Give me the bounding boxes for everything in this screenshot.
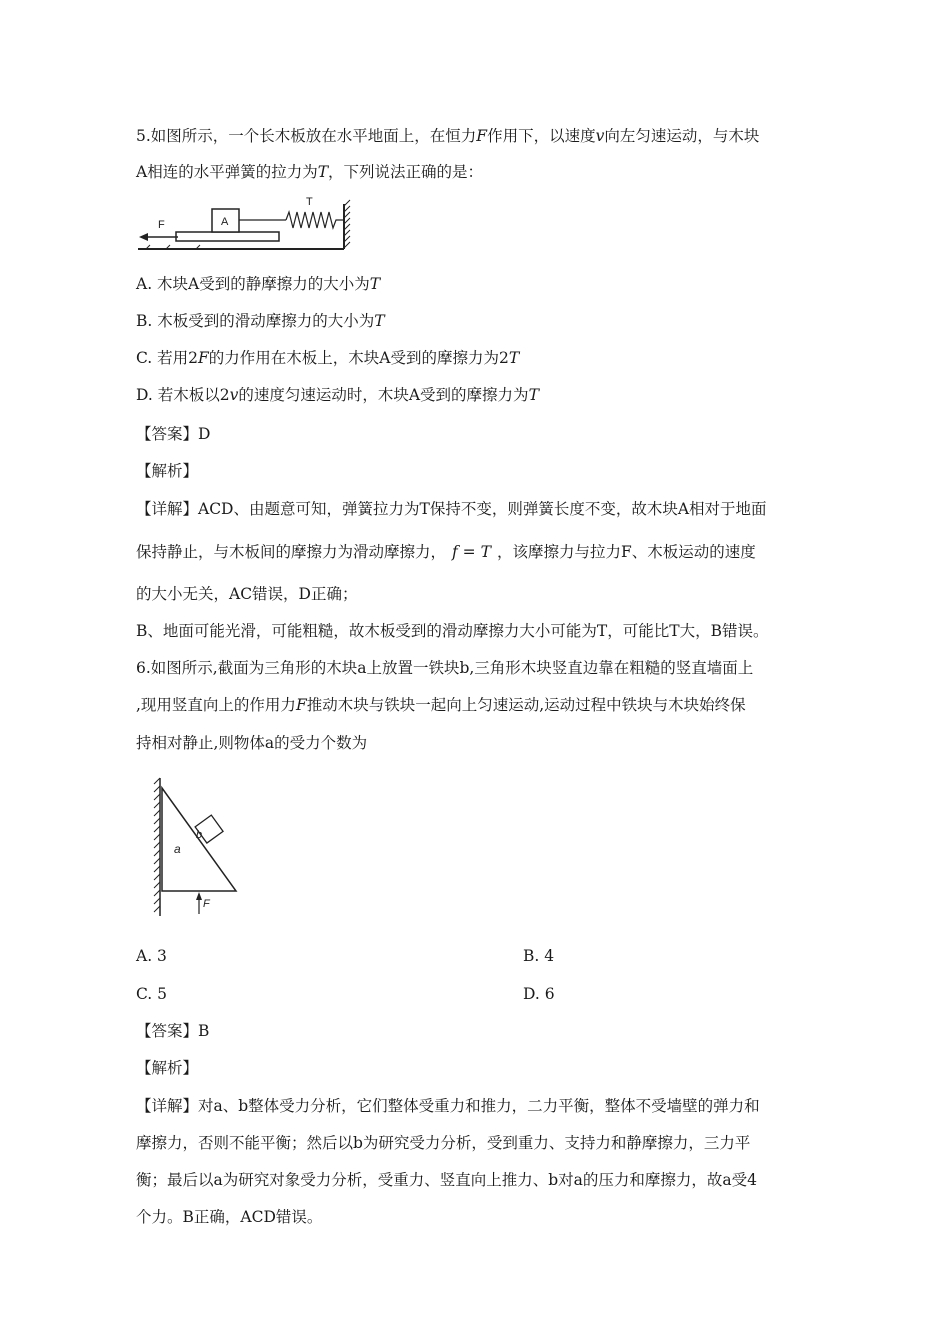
q6-stem-line2: ,现用竖直向上的作用力F推动木块与铁块一起向上匀速运动,运动过程中铁块与木块始终保 [136,696,746,714]
q5-option-d: D. 若木板以2v的速度匀速运动时，木块A受到的摩擦力为T [136,386,539,404]
q6-stem-line3: 持相对静止,则物体a的受力个数为 [136,734,368,752]
q6-option-a: A. 3 [136,947,167,965]
q6-option-c: C. 5 [136,985,168,1003]
q6-detail-line2: 摩擦力，否则不能平衡；然后以b为研究受力分析，受到重力、支持力和静摩擦力，三力平 [136,1134,751,1152]
q6-figure [150,776,250,918]
q5-option-b: B. 木板受到的滑动摩擦力的大小为T [136,312,385,330]
q6-option-d: D. 6 [523,985,555,1003]
q6-analysis-title: 【解析】 [136,1059,199,1077]
q5-stem-line1: 5.如图所示，一个长木板放在水平地面上，在恒力F作用下，以速度v向左匀速运动，与木块 [136,127,760,145]
label-T: T [306,196,313,208]
label-F: F [158,219,165,231]
label-F: F [203,898,210,910]
q5-detail-line4: B、地面可能光滑，可能粗糙，故木板受到的滑动摩擦力大小可能为T，可能比T大，B错误。 [136,622,769,640]
long-board [176,232,279,241]
label-A: A [221,216,229,228]
q6-stem-line1: 6.如图所示,截面为三角形的木块a上放置一铁块b,三角形木块竖直边靠在粗糙的竖直墙面上 [136,659,754,677]
q5-stem-line2: A相连的水平弹簧的拉力为T，下列说法正确的是： [136,163,484,181]
q6-detail-line1: 【详解】对a、b整体受力分析，它们整体受重力和推力，二力平衡，整体不受墙壁的弹力和 [136,1097,760,1115]
q6-answer: 【答案】B [136,1022,210,1040]
formula-f-equals-T: f = T [452,543,491,561]
q5-detail-line2: 保持静止，与木板间的摩擦力为滑动摩擦力， f = T ，该摩擦力与拉力F、木板运动的速度 [136,543,756,561]
q5-detail-line3: 的大小无关，AC错误，D正确； [136,585,358,603]
q5-figure [136,192,356,254]
spring [286,212,344,228]
q5-detail-line1: 【详解】ACD、由题意可知，弹簧拉力为T保持不变，则弹簧长度不变，故木块A相对于地面 [136,500,767,518]
label-b: b [196,829,203,841]
q5-answer: 【答案】D [136,425,211,443]
q6-detail-line4: 个力。B正确，ACD错误。 [136,1208,323,1226]
q6-option-b: B. 4 [523,947,555,965]
q5-analysis-title: 【解析】 [136,462,199,480]
label-a: a [174,842,181,856]
q6-detail-line3: 衡；最后以a为研究对象受力分析，受重力、竖直向上推力、b对a的压力和摩擦力，故a受4 [136,1171,758,1189]
q5-option-c: C. 若用2F的力作用在木板上，木块A受到的摩擦力为2T [136,349,520,367]
q5-option-a: A. 木块A受到的静摩擦力的大小为T [136,275,381,293]
